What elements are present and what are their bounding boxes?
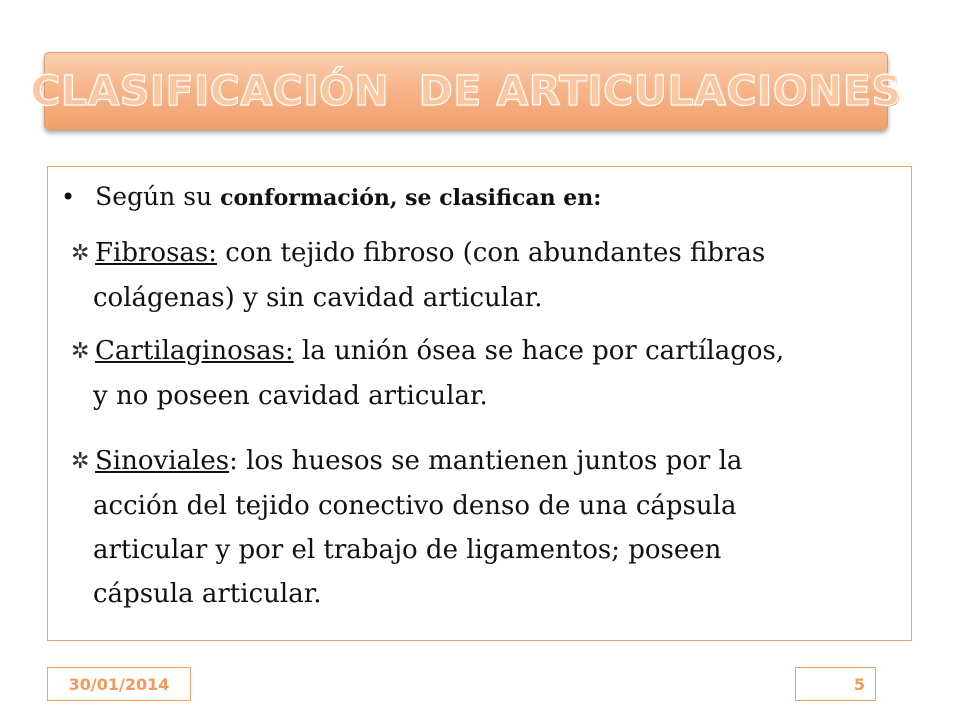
intro-line [61,182,601,211]
bullet-icon: • [61,183,76,211]
item-text-line: y no poseen cavidad articular. [93,381,488,411]
term-fibrosas: Fibrosas: [95,238,218,268]
item-text-line: articular y por el trabajo de ligamentos; poseen [93,535,722,565]
list-item-cartilaginosas [71,329,901,418]
item-text-line: acción del tejido conectivo denso de una cápsula [93,491,737,521]
intro-lead: Según su [95,182,221,211]
asterisk-bullet-icon: ✲ [71,241,90,266]
intro-bold: conformación, se clasifican en: [220,185,602,211]
term-cartilaginosas: Cartilaginosas: [95,336,294,366]
asterisk-bullet-icon: ✲ [71,339,90,364]
list-item-sinoviales [71,439,901,616]
footer-page-number: 5 [795,667,876,701]
content-panel [47,166,912,641]
item-text-line: la unión ósea se hace por cartílagos, [293,336,785,366]
item-text-line: cápsula articular. [93,579,322,609]
footer-date: 30/01/2014 [47,667,191,701]
title-banner [30,52,902,130]
term-sinoviales: Sinoviales [95,446,230,476]
item-text-line: con tejido fibroso (con abundantes fibras [217,238,766,268]
item-text-line: colágenas) y sin cavidad articular. [93,283,543,313]
list-item-fibrosas [71,231,901,320]
item-text-line: : los huesos se mantienen juntos por la [229,446,743,476]
slide-title: CLASIFICACIÓN DE ARTICULACIONES [30,67,902,115]
asterisk-bullet-icon: ✲ [71,449,90,474]
